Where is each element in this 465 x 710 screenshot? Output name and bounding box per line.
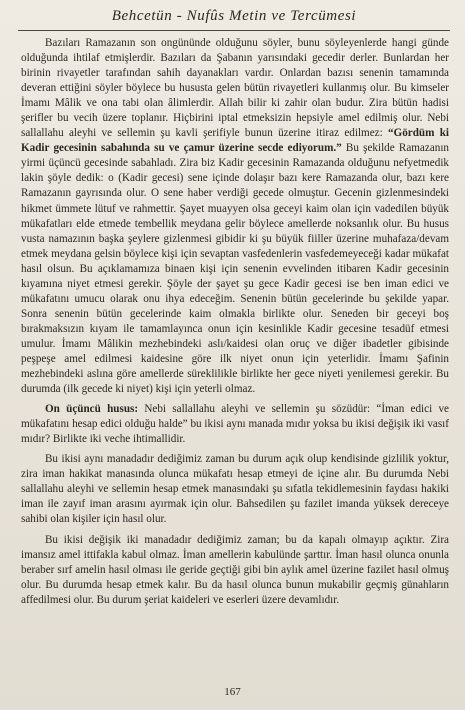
page-number: 167 [224,686,241,698]
section-heading-13: On üçüncü husus: [45,403,139,416]
hadith-quote: “Gördüm ki Kadir gecesinin sabahında su ve çamur üzerine secde ediyorum.” [21,127,449,155]
paragraph-4: Bu ikisi değişik iki manadadır dediğimiz zaman; bu da kapalı olmayıp açıktır. Zira imansız amel ittifakla kabul olmaz. İman amellerin kabulünde şarttır. İman hasıl olunca onunla beraber sırf amelin hasıl olması ile geride geçtiği gibi bin aylık amel üzerine fazilet hasıl olmuş olur. Bu durumda hesap etmek kalır. Bu da hasıl olunca bunun mukabilir geçmiş günahların affedilmesi olur. Bu durum şeriat kaideleri ve eserleri üzere devamlıdır. [21,533,449,606]
paragraph-1 [21,36,449,397]
header-divider [18,30,450,31]
running-header: Behcetün - Nufûs Metin ve Tercümesi [111,8,357,24]
paragraph-1-text-b: Bu şekilde Ramazanın yirmi üçüncü gecesinde sabahladı. Zira biz Kadir gecesinin Ramazanda olduğunu nefyetmedik lakin şöyle dedik: o (Kadir gecesi) sene içinde dolaşır bazı kere Ramazanda olur, bazı kere Ramazanın gayrısında olur. O sene haber verdiği gecede olmuştur. Gecenin gizlenmesindeki hikmet ümmete lütuf ve rahmettir. Şayet muayyen olsa geceyi kaim olan için vadedilen büyük mükafatları elde etmede tembellik meydana gelir böylece amellerde noksanlık olur. Bu husus vusta namazının başka şeylere gizlenmesi gibidir ki şu büyük fiiller üzerine muhafaza/devam etmek meydana gelsin böylece kişi için sevaptan vasfedenlerin vasfedemeyeceği kadar mükafat hasıl olsun. Bu açıklamamıza binaen kişi için senenin evvelinden itibaren Kadir gecesinin kıyamına niyet etmesi gerekir. Şöyle der şayet şu gece Kadir gecesi ise ben iman edici ve mükafatını umucu olarak onu ihya edeceğim. Senenin bütün gecelerinde bu şekilde yapar. Sonra senenin bütün gecelerinde kaim olmakla birlikte olur. Seneden bir geceyi boş bırakmaksızın kıyam ile tamamlayınca onun için kesinlikle Kadir gecesine tesadüf etmesi umulur. İmamı Mâlikin mezhebindeki aslı/kaidesi olan oruç ve diğer ibadetler gibisinde peşpeşe amel edilmesi kaidesine göre ilk niyet onun için yeterlidir. İmamı Şafinin mezhebindeki aslına göre amellerde süreklilikle birlikte her gece niyeti yenilemesi gerekir. Bu durumda (ilk gecede ki niyet) kişi için yeterli olmaz. [21,142,449,396]
paragraph-2 [21,402,449,447]
body-text [21,36,449,676]
paragraph-2-text: Nebi sallallahu aleyhi ve sellemin şu sözüdür: “İman edici ve mükafatını hesap edici olduğu halde” bu ikisi aynı manada mıdır yoksa bu ikisi değişik iki vasıf mıdır? Birlikte iki veche ihtimallidir. [21,403,449,446]
paragraph-3: Bu ikisi aynı manadadır dediğimiz zaman bu durum açık olup kendisinde gizlilik yoktur, zira iman hakikat manasında olunca mükafatı hesap etmeyi de içine alır. Bu durumda Nebi sallallahu aleyhi ve sellemin hesap etmek manasındaki şu sıfatla tekidlemesinin faydası hakiki iman ile zayıf iman arasını ayırmak için olur. Bahsedilen şu fazilet imanda yüksek dereceye sahibi olan kişiler için hasıl olur. [21,453,449,526]
paragraph-1-text-a: Bazıları Ramazanın son ongününde olduğunu söyler, bunu söyleyenlerde hangi günde olduğunda ihtilaf etmişlerdir. Bazıları da Şabanın yarısındaki gecedir derler. Bunlardan her birinin rivayetler tarafından sahih dayanakları vardır. Onlardan bazısı senenin tamamında deveran ettiğini söyler böylece bu hususta gelen bütün rivayetleri kullanmış olur. Bu kimseler İmamı Mâlik ve ona tabi olan âlimlerdir. Allah bilir ki zahir olan budur. Zira bütün hadisi şerifler bu vecih üzere toplanır. Hiçbirini iptal etmeksizin hepsiyle amel edilmiş olur. Nebi sallallahu aleyhi ve sellemin şu kavli şerifiyle bunun üzerine itiraz edilmez: [21,37,449,140]
